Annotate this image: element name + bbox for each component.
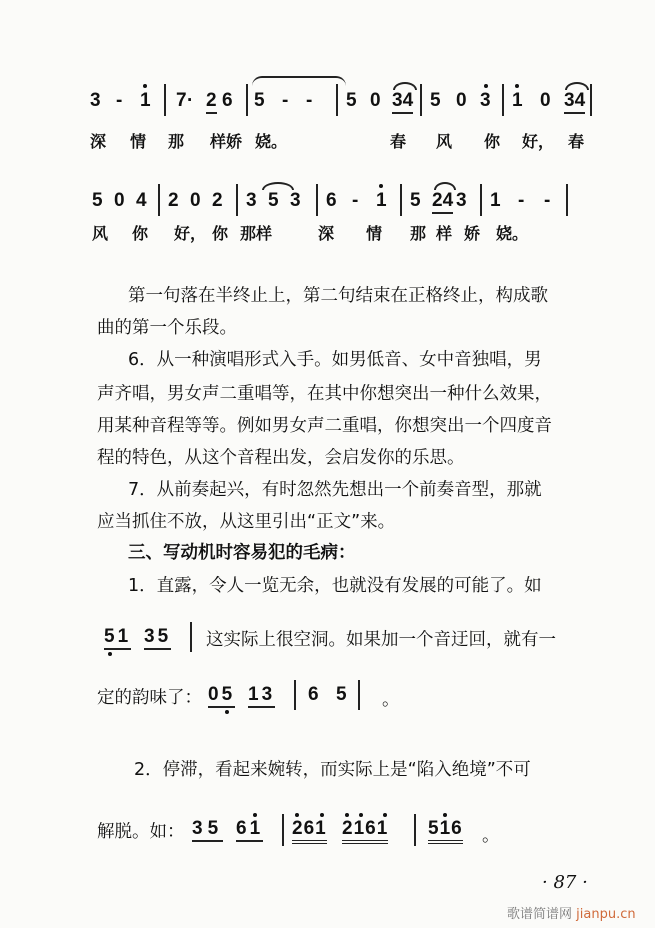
note: 2 xyxy=(212,190,223,211)
note: 3 xyxy=(290,190,301,211)
note: 3 xyxy=(90,90,101,111)
lyric: 深 xyxy=(318,224,335,243)
note: 5 xyxy=(92,190,103,211)
note: 5 xyxy=(430,90,441,111)
barline xyxy=(246,84,248,116)
paragraph-line: 这实际上很空洞。如果加一个音迂回，就有一 xyxy=(206,630,556,650)
barline xyxy=(358,680,360,710)
barline xyxy=(420,84,422,116)
barline xyxy=(236,184,238,216)
inline-notation-2 xyxy=(208,684,388,714)
note-group: 2161 xyxy=(342,818,388,844)
note-group: 51 xyxy=(104,626,131,650)
note-eighth: 34 xyxy=(564,90,585,114)
high-dot xyxy=(295,813,299,817)
note-group: 35 xyxy=(192,818,223,842)
note: 0 xyxy=(540,90,551,111)
note: 7 xyxy=(176,90,187,111)
note: 2 xyxy=(168,190,179,211)
lyric: 好， xyxy=(522,132,555,151)
note: 5 xyxy=(346,90,357,111)
note-high: 3 xyxy=(480,90,491,111)
paragraph-line: 1．直露，令人一览无余，也就没有发展的可能了。如 xyxy=(128,576,542,596)
slur xyxy=(434,182,456,190)
lyrics-line-2 xyxy=(92,224,602,254)
note: 6 xyxy=(326,190,337,211)
note: 5 xyxy=(336,684,347,705)
lyrics-line-1 xyxy=(90,132,600,162)
paragraph-line: 6．从一种演唱形式入手。如男低音、女中音独唱，男 xyxy=(128,350,542,370)
watermark-en: jianpu.cn xyxy=(576,907,636,922)
high-dot xyxy=(383,813,387,817)
repeat-bracket xyxy=(252,76,346,88)
high-dot xyxy=(484,84,488,88)
paragraph-line: 应当抓住不放，从这里引出“正文”来。 xyxy=(97,512,396,532)
barline xyxy=(164,84,166,116)
note-eighth: 24 xyxy=(432,190,453,214)
barline xyxy=(336,84,338,116)
watermark-cn: 歌谱简谱网 xyxy=(507,907,573,922)
high-dot xyxy=(345,813,349,817)
paragraph-line: 曲的第一个乐段。 xyxy=(97,318,237,338)
barline xyxy=(480,184,482,216)
slur xyxy=(565,82,589,90)
note-group: 35 xyxy=(144,626,171,650)
barline xyxy=(294,680,296,710)
barline xyxy=(316,184,318,216)
high-dot xyxy=(359,813,363,817)
lyric: 风 xyxy=(436,132,453,151)
period: 。 xyxy=(482,826,500,846)
low-dot xyxy=(225,710,229,714)
barline xyxy=(282,814,284,846)
slur xyxy=(262,182,294,190)
barline xyxy=(158,184,160,216)
note-group: 05 xyxy=(208,684,235,708)
barline xyxy=(502,84,504,116)
dash: - xyxy=(518,190,525,211)
barline xyxy=(190,622,192,652)
high-dot xyxy=(253,813,257,817)
score-line-1 xyxy=(90,90,600,120)
note: 0 xyxy=(370,90,381,111)
barline xyxy=(566,184,568,216)
note: 3 xyxy=(246,190,257,211)
lyric: 春 xyxy=(390,132,407,151)
lyric: 你 xyxy=(132,224,149,243)
dash: - xyxy=(116,90,123,111)
paragraph-line: 解脱。如： xyxy=(97,822,185,842)
lyric: 娆。 xyxy=(496,224,529,243)
dot: · xyxy=(187,90,194,111)
lyric: 样娇 xyxy=(210,132,243,151)
paragraph-line: 用某种音程等等。例如男女声二重唱，你想突出一个四度音 xyxy=(97,416,552,436)
high-dot xyxy=(379,184,383,188)
note: 5 xyxy=(410,190,421,211)
slur xyxy=(393,82,417,90)
high-dot xyxy=(443,813,447,817)
note: 1 xyxy=(490,190,501,211)
lyric: 娆。 xyxy=(255,132,288,151)
paragraph-line: 程的特色，从这个音程出发，会启发你的乐思。 xyxy=(97,448,465,468)
note: 6 xyxy=(222,90,233,111)
high-dot xyxy=(143,84,147,88)
lyric: 你 xyxy=(212,224,229,243)
lyric: 情 xyxy=(366,224,383,243)
note: 3 xyxy=(456,190,467,211)
dash: - xyxy=(544,190,551,211)
note: 5 xyxy=(268,190,279,211)
section-heading: 三、写动机时容易犯的毛病： xyxy=(128,543,356,563)
score-line-2 xyxy=(92,190,602,220)
note-eighth: 34 xyxy=(392,90,413,114)
lyric: 那 xyxy=(410,224,427,243)
paragraph-line: 7．从前奏起兴，有时忽然先想出一个前奏音型，那就 xyxy=(128,480,542,500)
period: 。 xyxy=(382,690,400,710)
paragraph-line: 声齐唱，男女声二重唱等，在其中你想突出一种什么效果， xyxy=(97,384,552,404)
note-group: 516 xyxy=(428,818,463,844)
lyric: 好， xyxy=(174,224,207,243)
lyric: 那 xyxy=(168,132,185,151)
lyric: 深 xyxy=(90,132,107,151)
lyric: 娇 xyxy=(464,224,481,243)
barline xyxy=(414,814,416,846)
barline xyxy=(590,84,592,116)
lyric: 样 xyxy=(436,224,453,243)
paragraph-line: 2．停滞，看起来婉转，而实际上是“陷入绝境”不可 xyxy=(134,760,531,780)
note: 6 xyxy=(308,684,319,705)
dash: - xyxy=(352,190,359,211)
lyric: 你 xyxy=(484,132,501,151)
inline-notation-1 xyxy=(104,626,204,656)
note-group: 13 xyxy=(248,684,275,708)
note: 4 xyxy=(136,190,147,211)
note-high: 1 xyxy=(512,90,523,111)
barline xyxy=(400,184,402,216)
lyric: 情 xyxy=(130,132,147,151)
page-number: · 87 · xyxy=(542,872,588,893)
note-high: 1 xyxy=(140,90,151,111)
lyric: 风 xyxy=(92,224,109,243)
dash: - xyxy=(306,90,313,111)
paragraph-line: 定的韵味了： xyxy=(97,688,202,708)
note: 5 xyxy=(254,90,265,111)
lyric: 春 xyxy=(568,132,585,151)
dash: - xyxy=(282,90,289,111)
note-group: 61 xyxy=(236,818,263,842)
note: 0 xyxy=(190,190,201,211)
inline-notation-3 xyxy=(192,818,492,848)
paragraph-line: 第一句落在半终止上，第二句结束在正格终止，构成歌 xyxy=(128,286,548,306)
high-dot xyxy=(320,813,324,817)
note-group: 261 xyxy=(292,818,327,844)
high-dot xyxy=(515,84,519,88)
low-dot xyxy=(108,652,112,656)
note: 0 xyxy=(114,190,125,211)
watermark xyxy=(507,903,636,922)
note-high: 1 xyxy=(376,190,387,211)
note-eighth: 2 xyxy=(206,90,217,114)
note: 0 xyxy=(456,90,467,111)
lyric: 那样 xyxy=(240,224,273,243)
